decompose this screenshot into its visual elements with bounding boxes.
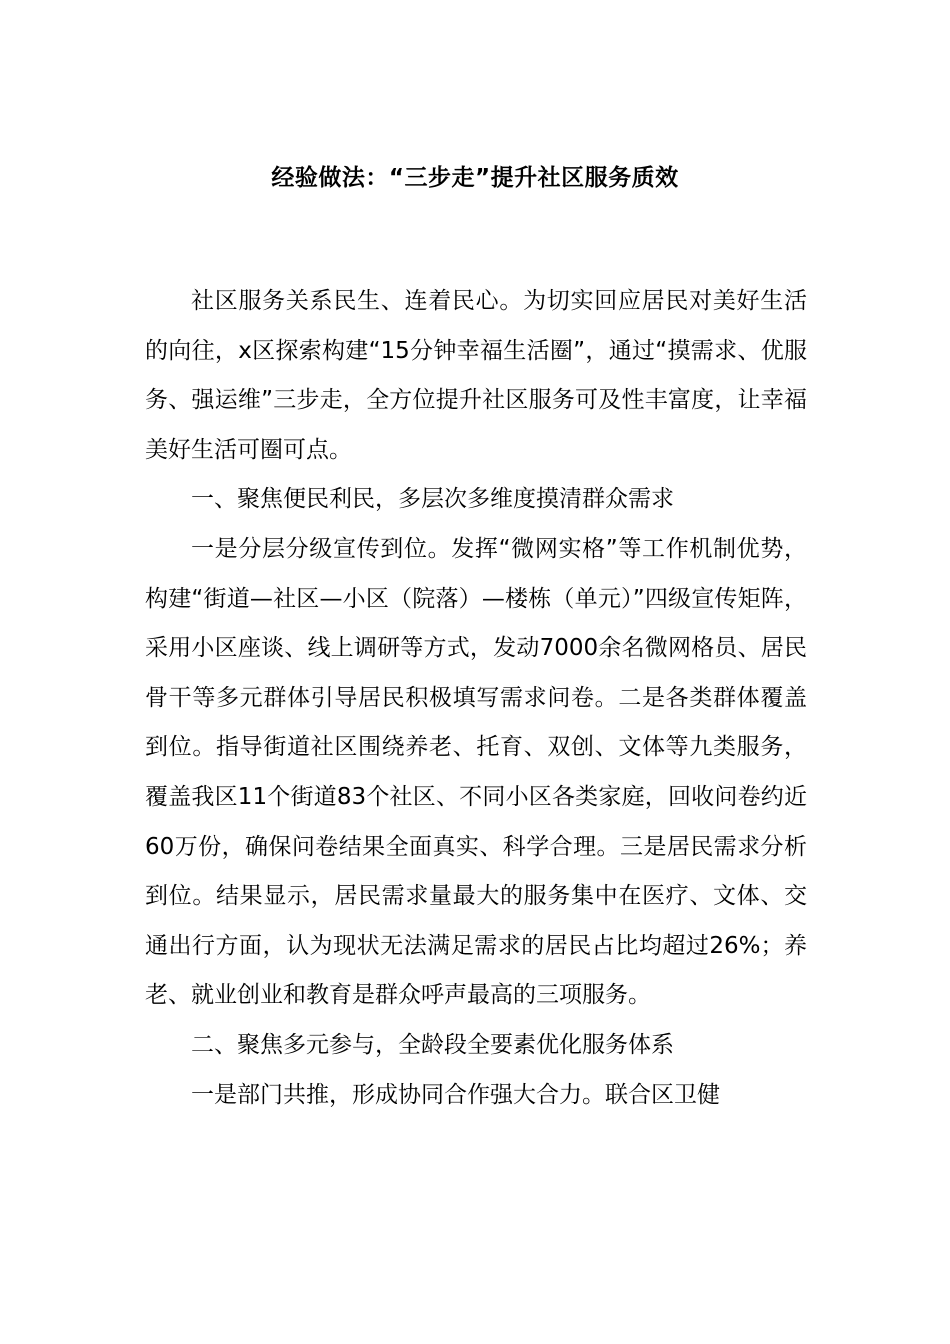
paragraph-section-2: 一是部门共推，形成协同合作强大合力。联合区卫健	[191, 1081, 720, 1108]
section-heading-1: 一、聚焦便民利民，多层次多维度摸清群众需求	[191, 486, 674, 513]
document-body	[145, 277, 807, 1120]
paragraph-intro: 社区服务关系民生、连着民心。为切实回应居民对美好生活的向往，x区探索构建“15分钟幸福生活圈”，通过“摸需求、优服务、强运维”三步走，全方位提升社区服务可及性丰富度，让幸福美好生活可圈可点。	[145, 288, 807, 463]
document-title: 经验做法：“三步走”提升社区服务质效	[271, 165, 679, 191]
paragraph-section-1: 一是分层分级宣传到位。发挥“微网实格”等工作机制优势，构建“街道—社区—小区（院落）—楼栋（单元）”四级宣传矩阵，采用小区座谈、线上调研等方式，发动7000余名微网格员、居民骨干等多元群体引导居民积极填写需求问卷。二是各类群体覆盖到位。指导街道社区围绕养老、托育、双创、文体等九类服务，覆盖我区11个街道83个社区、不同小区各类家庭，回收问卷约近60万份，确保问卷结果全面真实、科学合理。三是居民需求分析到位。结果显示，居民需求量最大的服务集中在医疗、文体、交通出行方面，认为现状无法满足需求的居民占比均超过26%；养老、就业创业和教育是群众呼声最高的三项服务。	[145, 535, 807, 1009]
section-heading-2: 二、聚焦多元参与，全龄段全要素优化服务体系	[191, 1031, 674, 1058]
